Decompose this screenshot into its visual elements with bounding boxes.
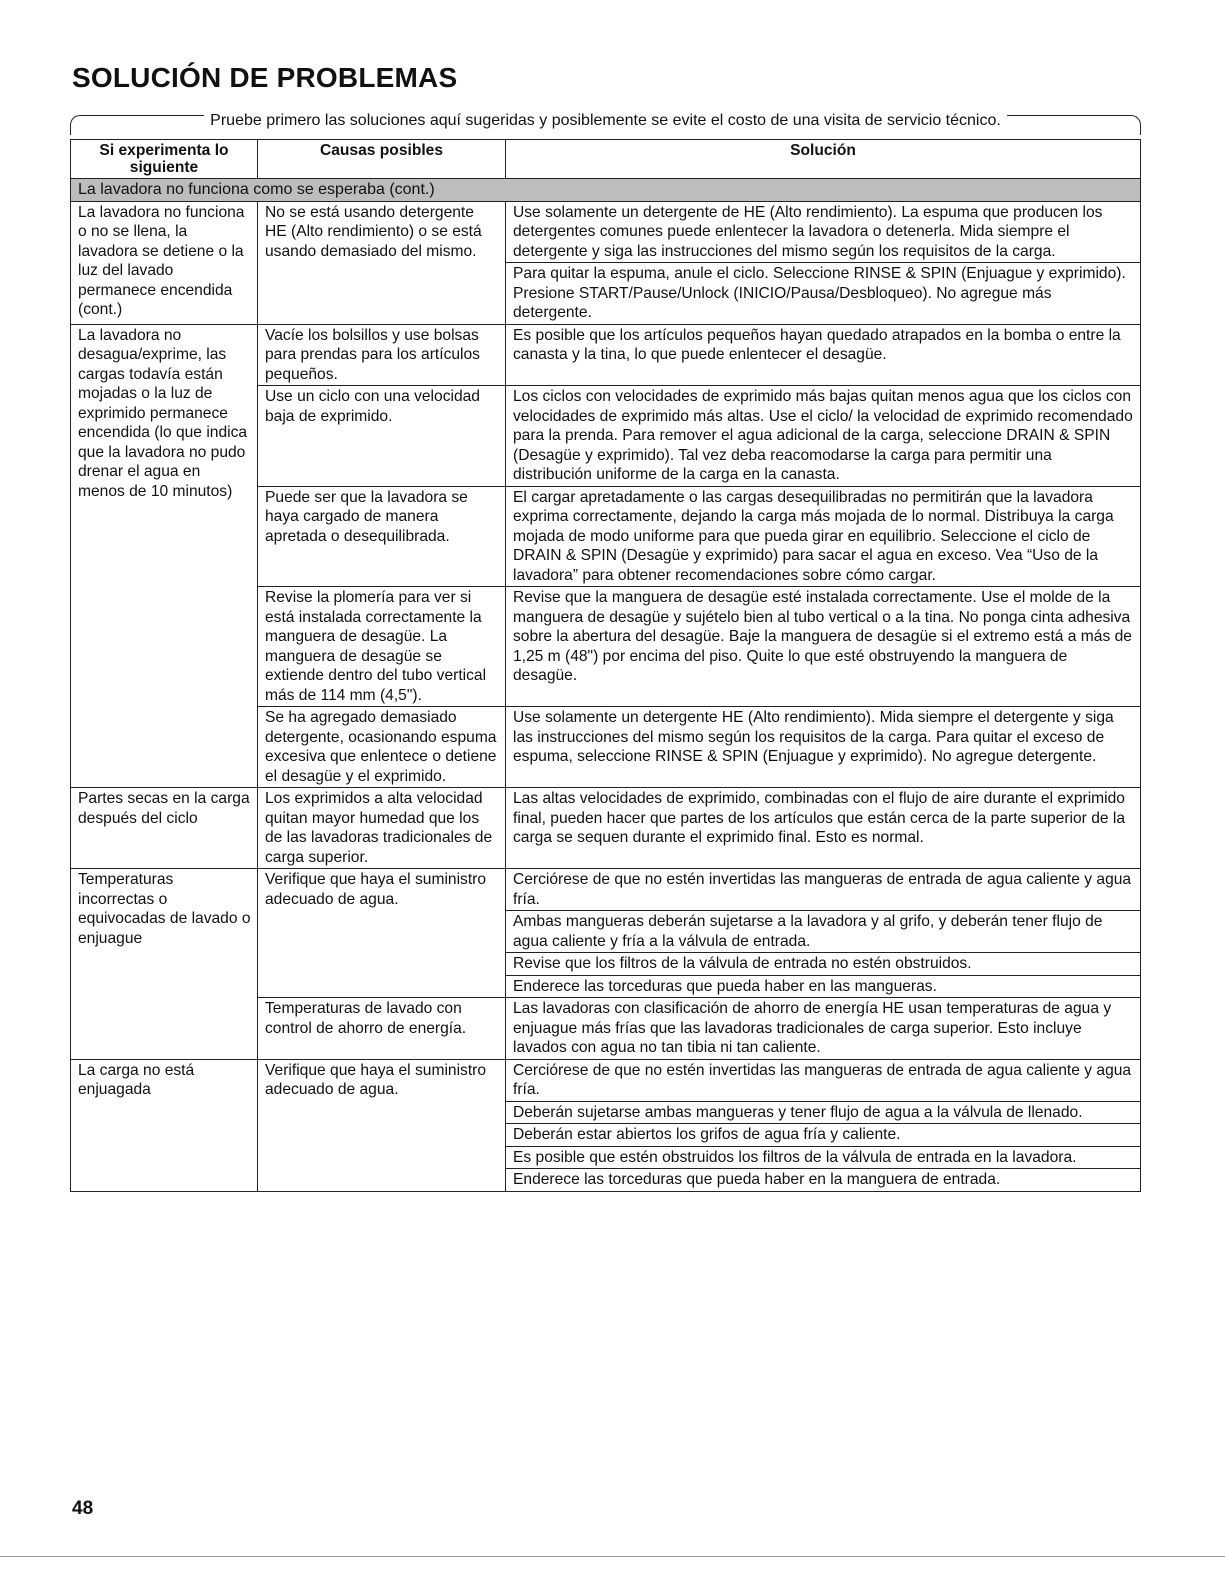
solution-cell: Ambas mangueras deberán sujetarse a la lavadora y al grifo, y deberán tener flujo de agua caliente y fría a la válvula de entrada. xyxy=(506,911,1141,953)
symptom-cell: La lavadora no desagua/exprime, las cargas todavía están mojadas o la luz de exprimido permanece encendida (lo que indica que la lavadora no pudo drenar el agua en menos de 10 minutos) xyxy=(71,324,258,788)
cause-cell: Los exprimidos a alta velocidad quitan mayor humedad que los de las lavadoras tradicionales de carga superior. xyxy=(258,788,506,869)
symptom-cell: Partes secas en la carga después del ciclo xyxy=(71,788,258,869)
cause-cell: Revise la plomería para ver si está instalada correctamente la manguera de desagüe. La manguera de desagüe se extiende dentro del tubo vertical más de 114 mm (4,5"). xyxy=(258,587,506,707)
solution-cell: Revise que los filtros de la válvula de entrada no estén obstruidos. xyxy=(506,953,1141,976)
symptom-cell: La carga no está enjuagada xyxy=(71,1059,258,1191)
header-solution: Solución xyxy=(506,140,1141,179)
table-row xyxy=(71,324,1141,386)
header-cause: Causas posibles xyxy=(258,140,506,179)
solution-cell: Enderece las torceduras que pueda haber en la manguera de entrada. xyxy=(506,1169,1141,1192)
solution-cell: Cerciórese de que no estén invertidas las mangueras de entrada de agua caliente y agua fría. xyxy=(506,869,1141,911)
symptom-cell: Temperaturas incorrectas o equivocadas de lavado o enjuague xyxy=(71,869,258,1060)
table-body xyxy=(71,179,1141,1192)
page-title: SOLUCIÓN DE PROBLEMAS xyxy=(72,62,458,93)
solution-cell: Es posible que estén obstruidos los filtros de la válvula de entrada en la lavadora. xyxy=(506,1146,1141,1169)
solution-cell: Cerciórese de que no estén invertidas las mangueras de entrada de agua caliente y agua fría. xyxy=(506,1059,1141,1101)
solution-cell: Es posible que los artículos pequeños hayan quedado atrapados en la bomba o entre la canasta y la tina, lo que puede enlentecer el desagüe. xyxy=(506,324,1141,386)
solution-cell: Use solamente un detergente HE (Alto rendimiento). Mida siempre el detergente y siga las instrucciones del mismo según los requisitos de la carga. Para quitar el exceso de espuma, seleccione RINSE & SPIN (Enjuague y exprimido). No agregue detergente. xyxy=(506,707,1141,788)
solution-cell: Para quitar la espuma, anule el ciclo. Seleccione RINSE & SPIN (Enjuague y exprimido). Presione START/Pause/Unlock (INICIO/Pausa/Desbloqueo). No agregue más detergente. xyxy=(506,263,1141,325)
solution-cell: Revise que la manguera de desagüe esté instalada correctamente. Use el molde de la manguera de desagüe y sujételo bien al tubo vertical o a la tina. No ponga cinta adhesiva sobre la abertura del desagüe. Baje la manguera de desagüe si el extremo está a más de 1,25 m (48") por encima del piso. Quite lo que esté obstruyendo la manguera de desagüe. xyxy=(506,587,1141,707)
cause-cell: Use un ciclo con una velocidad baja de exprimido. xyxy=(258,386,506,487)
cause-cell: Verifique que haya el suministro adecuado de agua. xyxy=(258,869,506,998)
solution-cell: Use solamente un detergente de HE (Alto rendimiento). La espuma que producen los detergentes comunes puede enlentecer la lavadora o detenerla. Mida siempre el detergente y siga las instrucciones del mismo según los requisitos de la carga. xyxy=(506,201,1141,263)
cause-cell: Verifique que haya el suministro adecuado de agua. xyxy=(258,1059,506,1191)
bottom-rule xyxy=(0,1556,1225,1557)
solution-cell: Las altas velocidades de exprimido, combinadas con el flujo de aire durante el exprimido final, pueden hacer que partes de los artículos que están cerca de la parte superior de la carga se sequen durante el exprimido final. Esto es normal. xyxy=(506,788,1141,869)
solution-cell: Los ciclos con velocidades de exprimido más bajas quitan menos agua que los ciclos con velocidades de exprimido más altas. Use el ciclo/ la velocidad de exprimido recomendado para la prenda. Para remover el agua adicional de la carga, seleccione DRAIN & SPIN (Desagüe y exprimido). Tal vez deba reacomodarse la carga para permitir una distribución uniforme de la carga en la canasta. xyxy=(506,386,1141,487)
solution-cell: Deberán estar abiertos los grifos de agua fría y caliente. xyxy=(506,1124,1141,1147)
cause-cell: Se ha agregado demasiado detergente, ocasionando espuma excesiva que enlentece o detiene el desagüe y el exprimido. xyxy=(258,707,506,788)
solution-cell: El cargar apretadamente o las cargas desequilibradas no permitirán que la lavadora exprima correctamente, dejando la carga más mojada de lo normal. Distribuya la carga mojada de modo uniforme para que pueda girar en equilibrio. Seleccione el ciclo de DRAIN & SPIN (Desagüe y exprimido) para sacar el agua en exceso. Vea “Uso de la lavadora” para obtener recomendaciones sobre cómo cargar. xyxy=(506,486,1141,587)
solution-cell: Las lavadoras con clasificación de ahorro de energía HE usan temperaturas de agua y enjuague más frías que las lavadoras tradicionales de carga superior. Esto incluye lavados con agua no tan tibia ni tan caliente. xyxy=(506,998,1141,1060)
cause-cell: Vacíe los bolsillos y use bolsas para prendas para los artículos pequeños. xyxy=(258,324,506,386)
cause-cell: No se está usando detergente HE (Alto rendimiento) o se está usando demasiado del mismo. xyxy=(258,201,506,324)
solution-cell: Enderece las torceduras que pueda haber en las mangueras. xyxy=(506,975,1141,998)
symptom-cell: La lavadora no funciona o no se llena, la lavadora se detiene o la luz del lavado permanece encendida (cont.) xyxy=(71,201,258,324)
cause-cell: Temperaturas de lavado con control de ahorro de energía. xyxy=(258,998,506,1060)
table-row xyxy=(71,201,1141,263)
table-row xyxy=(71,788,1141,869)
intro-text: Pruebe primero las soluciones aquí sugeridas y posiblemente se evite el costo de una visita de servicio técnico. xyxy=(70,112,1141,130)
table-row xyxy=(71,1059,1141,1101)
cause-cell: Puede ser que la lavadora se haya cargado de manera apretada o desequilibrada. xyxy=(258,486,506,587)
page-number: 48 xyxy=(72,1498,94,1519)
section-row xyxy=(71,179,1141,202)
troubleshooting-table xyxy=(70,139,1141,1192)
table-row xyxy=(71,869,1141,911)
solution-cell: Deberán sujetarse ambas mangueras y tener flujo de agua a la válvula de llenado. xyxy=(506,1101,1141,1124)
table-header-row xyxy=(71,140,1141,179)
header-symptom: Si experimenta lo siguiente xyxy=(71,140,258,179)
section-title: La lavadora no funciona como se esperaba (cont.) xyxy=(71,179,1141,202)
